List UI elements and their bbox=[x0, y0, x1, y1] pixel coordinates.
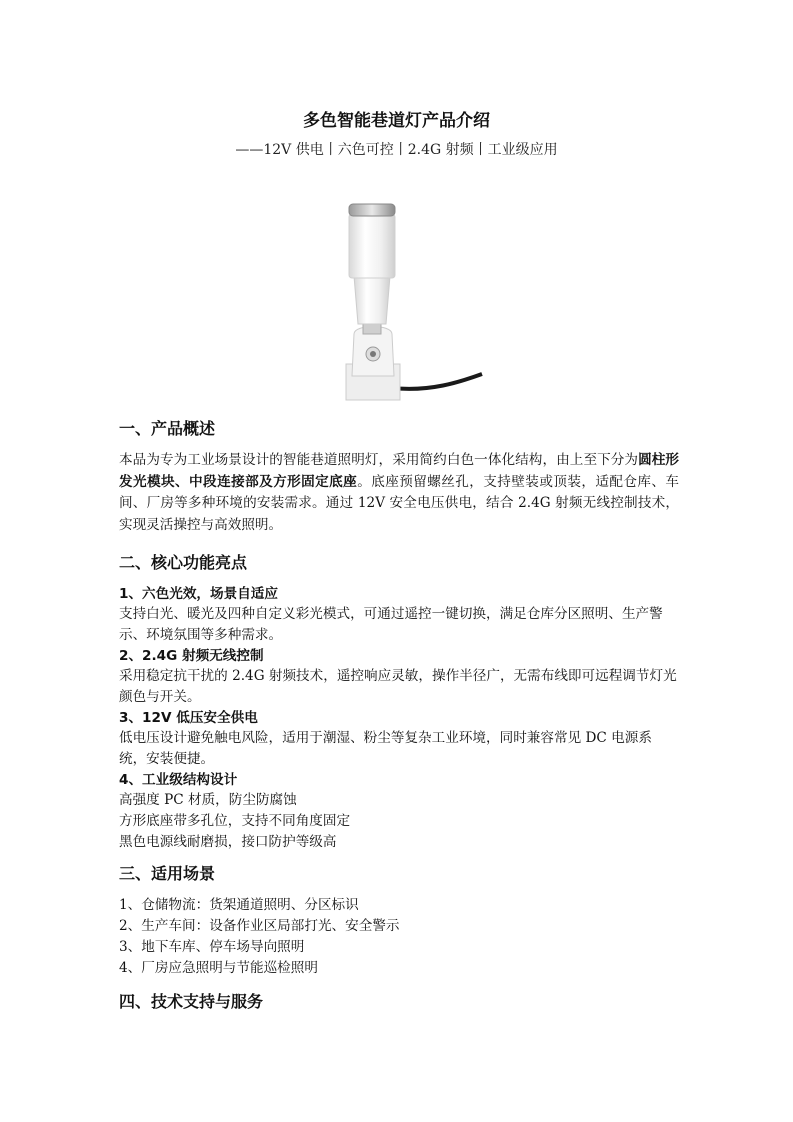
page-title: 多色智能巷道灯产品介绍 bbox=[303, 111, 490, 131]
section-heading-support: 四、技术支持与服务 bbox=[119, 992, 264, 1011]
feature-text: 支持白光、暖光及四种自定义彩光模式，可通过遥控一键切换，满足仓库分区照明、生产警示、环境氛围等多种需求。 bbox=[119, 606, 663, 643]
document-body bbox=[119, 416, 679, 1023]
page-subtitle: ——12V 供电丨六色可控丨2.4G 射频丨工业级应用 bbox=[235, 142, 558, 158]
feature-text: 低电压设计避免触电风险，适用于潮湿、粉尘等复杂工业环境，同时兼容常见 DC 电源系统，安装便捷。 bbox=[119, 730, 652, 767]
feature-title: 1、六色光效，场景自适应 bbox=[119, 586, 278, 602]
feature-text: 方形底座带多孔位，支持不同角度固定 bbox=[119, 813, 351, 829]
section-heading-scenarios: 三、适用场景 bbox=[119, 864, 216, 883]
feature-text: 黑色电源线耐磨损，接口防护等级高 bbox=[119, 834, 337, 850]
list-item: 2、生产车间：设备作业区局部打光、安全警示 bbox=[119, 918, 400, 934]
overview-bold-text: 圆柱形发光模块、中段连接部及方形固定底座 bbox=[119, 452, 680, 490]
list-item: 1、仓储物流：货架通道照明、分区标识 bbox=[119, 897, 359, 913]
feature-title: 4、工业级结构设计 bbox=[119, 772, 238, 788]
list-item: 4、厂房应急照明与节能巡检照明 bbox=[119, 960, 318, 976]
overview-paragraph: 本品为专为工业场景设计的智能巷道照明灯，采用简约白色一体化结构，由上至下分为圆柱形发光模块、中段连接部及方形固定底座。底座预留螺丝孔，支持壁装或顶装，适配仓库、车间、厂房等多种环境的安装需求。通过 12V 安全电压供电，结合 2.4G 射频无线控制技术，实现灵活操控与高效照明。 bbox=[119, 452, 680, 533]
list-item: 3、地下车库、停车场导向照明 bbox=[119, 939, 305, 955]
feature-text: 高强度 PC 材质，防尘防腐蚀 bbox=[119, 792, 297, 808]
feature-title: 3、12V 低压安全供电 bbox=[119, 710, 258, 726]
feature-text: 采用稳定抗干扰的 2.4G 射频技术，遥控响应灵敏，操作半径广，无需布线即可远程调节灯光颜色与开关。 bbox=[119, 668, 677, 705]
section-heading-features: 二、核心功能亮点 bbox=[119, 553, 248, 572]
feature-title: 2、2.4G 射频无线控制 bbox=[119, 648, 264, 664]
section-heading-overview: 一、产品概述 bbox=[119, 419, 216, 438]
lane-light-product-photo bbox=[330, 196, 490, 412]
